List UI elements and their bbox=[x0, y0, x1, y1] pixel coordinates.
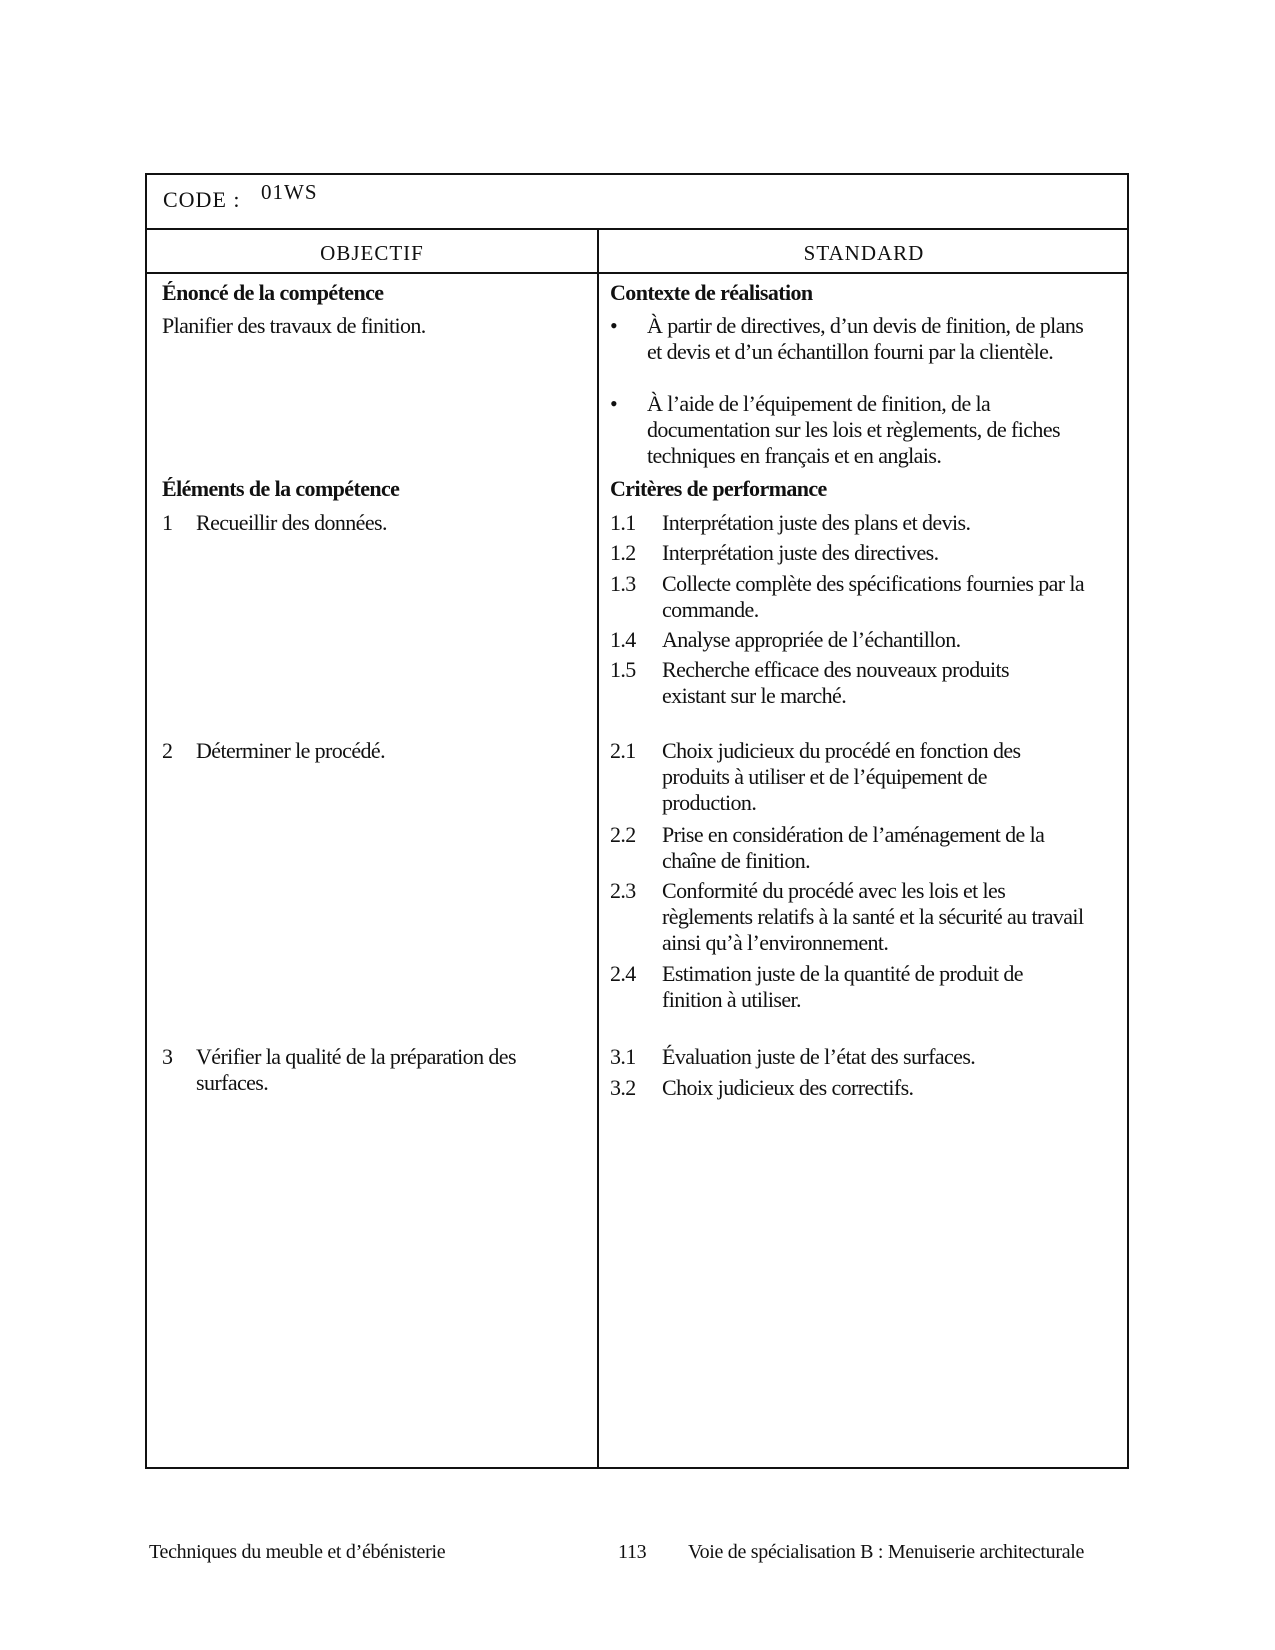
critere-item bbox=[610, 571, 1120, 623]
enonce-heading: Énoncé de la compétence bbox=[162, 280, 384, 305]
critere-item bbox=[610, 657, 1060, 709]
contexte-heading: Contexte de réalisation bbox=[610, 280, 813, 305]
critere-item bbox=[610, 961, 1085, 1013]
critere-text: Conformité du procédé avec les lois et les règlements relatifs à la santé et la sécurité au travail ainsi qu’à l’environnement. bbox=[662, 878, 1084, 955]
bullet-icon: • bbox=[610, 391, 618, 416]
critere-number: 2.4 bbox=[610, 961, 636, 986]
critere-text: Interprétation juste des plans et devis. bbox=[662, 510, 971, 535]
critere-item bbox=[610, 627, 1120, 653]
code-value: 01WS bbox=[261, 180, 318, 204]
element-item bbox=[162, 1044, 567, 1096]
critere-item bbox=[610, 510, 1120, 536]
column-divider bbox=[597, 230, 599, 1467]
critere-number: 1.3 bbox=[610, 571, 636, 596]
critere-item bbox=[610, 822, 1100, 874]
critere-text: Prise en considération de l’aménagement de la chaîne de finition. bbox=[662, 822, 1045, 873]
element-number: 2 bbox=[162, 738, 173, 763]
bullet-icon: • bbox=[610, 313, 618, 338]
enonce-text: Planifier des travaux de finition. bbox=[162, 313, 426, 338]
footer-specialisation: Voie de spécialisation B : Menuiserie architecturale bbox=[688, 1541, 1085, 1563]
code-label: CODE : bbox=[163, 187, 241, 212]
critere-text: Choix judicieux des correctifs. bbox=[662, 1075, 914, 1100]
critere-item bbox=[610, 540, 1120, 566]
critere-item bbox=[610, 738, 1070, 816]
competency-table bbox=[145, 173, 1129, 1469]
column-header-standard: STANDARD bbox=[803, 241, 925, 265]
critere-number: 1.4 bbox=[610, 627, 636, 652]
element-text: Vérifier la qualité de la préparation des surfaces. bbox=[196, 1044, 516, 1095]
critere-number: 2.2 bbox=[610, 822, 636, 847]
element-item bbox=[162, 738, 582, 764]
element-text: Recueillir des données. bbox=[196, 510, 387, 535]
critere-text: Choix judicieux du procédé en fonction des produits à utiliser et de l’équipement de production. bbox=[662, 738, 1021, 815]
critere-number: 1.5 bbox=[610, 657, 636, 682]
critere-text: Interprétation juste des directives. bbox=[662, 540, 939, 565]
critere-number: 2.1 bbox=[610, 738, 636, 763]
critere-number: 3.1 bbox=[610, 1044, 636, 1069]
critere-number: 1.2 bbox=[610, 540, 636, 565]
critere-number: 3.2 bbox=[610, 1075, 636, 1100]
element-number: 1 bbox=[162, 510, 173, 535]
contexte-bullet bbox=[610, 313, 1090, 365]
critere-item bbox=[610, 1075, 1120, 1101]
criteres-heading: Critères de performance bbox=[610, 476, 827, 501]
critere-text: Analyse appropriée de l’échantillon. bbox=[662, 627, 961, 652]
divider bbox=[147, 228, 1127, 230]
critere-text: Collecte complète des spécifications fournies par la commande. bbox=[662, 571, 1085, 622]
contexte-bullet bbox=[610, 391, 1075, 469]
critere-text: Évaluation juste de l’état des surfaces. bbox=[662, 1044, 976, 1069]
divider bbox=[147, 272, 1127, 274]
critere-item bbox=[610, 1044, 1120, 1070]
contexte-text: À l’aide de l’équipement de finition, de la documentation sur les lois et règlements, de fiches techniques en français et en anglais. bbox=[647, 391, 1060, 468]
critere-text: Recherche efficace des nouveaux produits existant sur le marché. bbox=[662, 657, 1009, 708]
contexte-text: À partir de directives, d’un devis de finition, de plans et devis et d’un échantillon fourni par la clientèle. bbox=[647, 313, 1084, 364]
element-number: 3 bbox=[162, 1044, 173, 1069]
critere-text: Estimation juste de la quantité de produit de finition à utiliser. bbox=[662, 961, 1023, 1012]
column-header-objectif: OBJECTIF bbox=[320, 241, 424, 265]
critere-number: 1.1 bbox=[610, 510, 636, 535]
elements-heading: Éléments de la compétence bbox=[162, 476, 400, 501]
critere-number: 2.3 bbox=[610, 878, 636, 903]
critere-item bbox=[610, 878, 1085, 956]
element-text: Déterminer le procédé. bbox=[196, 738, 385, 763]
footer-page-number: 113 bbox=[618, 1541, 647, 1563]
element-item bbox=[162, 510, 582, 536]
footer-program-title: Techniques du meuble et d’ébénisterie bbox=[149, 1541, 446, 1563]
